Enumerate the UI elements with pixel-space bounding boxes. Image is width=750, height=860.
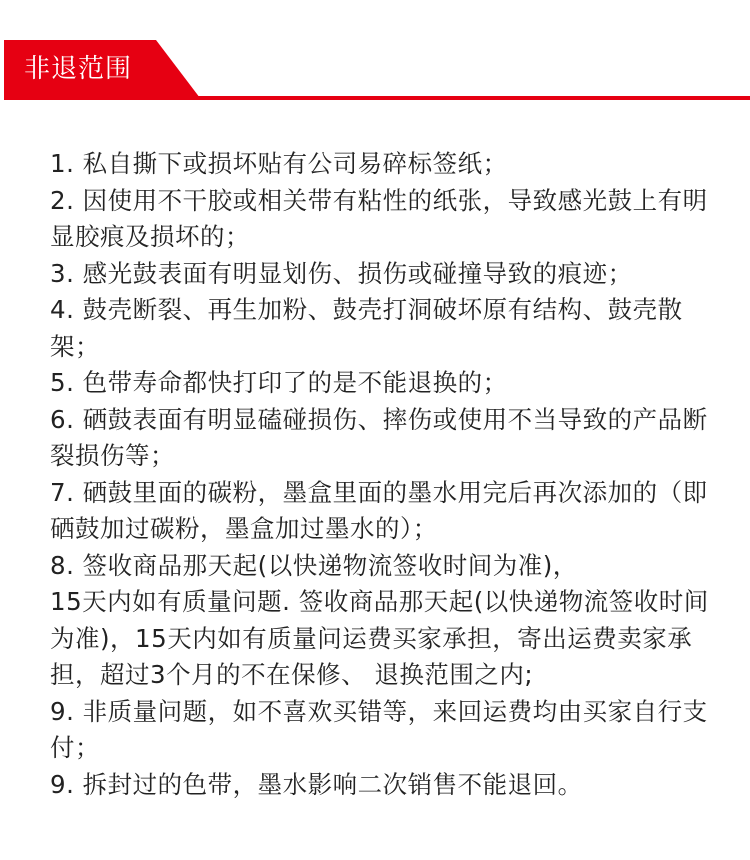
list-item: 15天内如有质量问题. 签收商品那天起(以快递物流签收时间为准)，15天内如有质量问运费买家承担，寄出运费卖家承担，超过3个月的不在保修、 退换范围之内; <box>50 587 709 689</box>
list-item: 9. 拆封过的色带，墨水影响二次销售不能退回。 <box>50 769 583 799</box>
list-item: 2. 因使用不干胶或相关带有粘性的纸张，导致感光鼓上有明显胶痕及损坏的； <box>50 185 708 251</box>
list-item: 5. 色带寿命都快打印了的是不能退换的； <box>50 368 508 397</box>
section-header <box>0 40 750 100</box>
list-item: 3. 感光鼓表面有明显划伤、损伤或碰撞导致的痕迹； <box>50 258 633 288</box>
section-title: 非退范围 <box>24 54 133 84</box>
list-item: 4. 鼓壳断裂、再生加粉、鼓壳打洞破坏原有结构、鼓壳散架； <box>50 295 683 361</box>
list-item: 7. 硒鼓里面的碳粉，墨盒里面的墨水用完后再次添加的（即硒鼓加过碳粉，墨盒加过墨水的）； <box>50 477 708 543</box>
list-item: 9. 非质量问题，如不喜欢买错等，来回运费均由买家自行支付； <box>50 696 708 762</box>
list-item: 1. 私自撕下或损坏贴有公司易碎标签纸； <box>50 149 508 178</box>
section-divider <box>4 96 750 100</box>
list-item: 6. 硒鼓表面有明显磕碰损伤、摔伤或使用不当导致的产品断裂损伤等； <box>50 404 708 470</box>
non-return-list <box>50 146 730 803</box>
list-item: 8. 签收商品那天起(以快递物流签收时间为准)， <box>50 550 578 580</box>
